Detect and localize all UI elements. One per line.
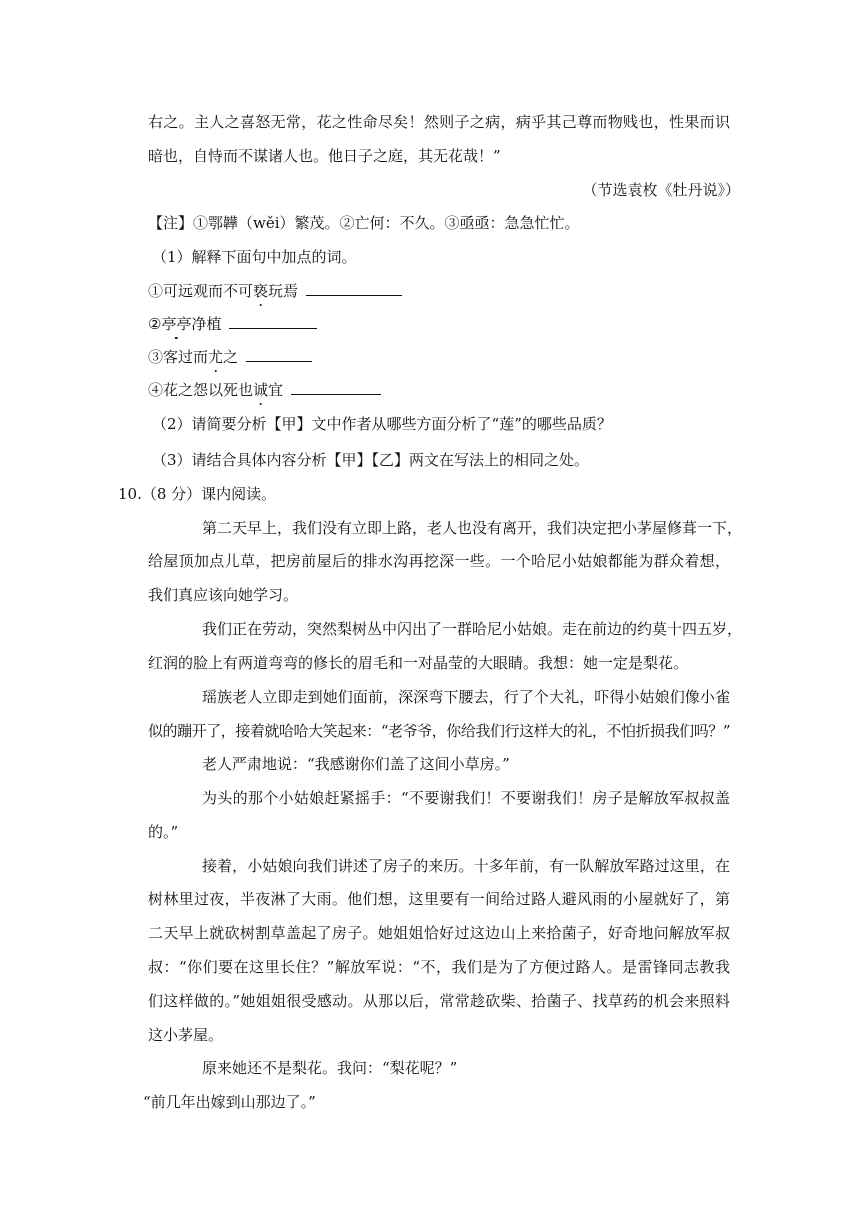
reading-text-line: 老人严肃地说：“我感谢你们盖了这间小草房。” <box>202 755 510 773</box>
reading-text-line: 为头的那个小姑娘赶紧摇手：“不要谢我们！不要谢我们！房子是解放军叔叔盖 <box>202 789 730 807</box>
reading-text-line: 似的蹦开了，接着就哈哈大笑起来：“老爷爷，你给我们行这样大的礼，不怕折损我们吗？” <box>148 722 730 740</box>
vocab-item-2 <box>148 314 317 334</box>
reading-text-line: 原来她还不是梨花。我问：“梨花呢？” <box>202 1059 458 1077</box>
reading-text-line: 给屋顶加点儿草，把房前屋后的排水沟再挖深一些。一个哈尼小姑娘都能为群众着想， <box>148 552 730 570</box>
answer-blank[interactable] <box>306 281 402 296</box>
dotted-word: 诚 <box>253 381 269 399</box>
passage-text-line: 右之。主人之喜怒无常，花之性命尽矣！然则子之病，病乎其己尊而物贱也，性果而识 <box>148 113 730 131</box>
reading-text-line: 我们真应该向她学习。 <box>148 586 299 604</box>
reading-text-line: 瑶族老人立即走到她们面前，深深弯下腰去，行了个大礼，吓得小姑娘们像小雀 <box>202 688 730 706</box>
vocab-item-text: 宜 <box>268 381 284 399</box>
answer-blank[interactable] <box>229 314 317 329</box>
question-10-header: 10.（8 分）课内阅读。 <box>118 485 277 503</box>
vocab-item-text: ③客过而 <box>148 348 209 366</box>
dotted-word: 亵 <box>253 282 269 300</box>
vocab-item-text: 净植 <box>191 315 222 333</box>
reading-text-line: 叔：“你们要在这里长住？”解放军说：“不，我们是为了方便过路人。是雷锋同志教我 <box>148 958 730 976</box>
subquestion-1: （1）解释下面句中加点的词。 <box>152 248 357 266</box>
vocab-item-text: ④花之怨以死也 <box>148 381 254 399</box>
vocab-item-text: ①可远观而不可 <box>148 282 254 300</box>
vocab-item-3 <box>148 347 312 367</box>
vocab-item-text: 之 <box>223 348 239 366</box>
subquestion-2: （2）请简要分析【甲】文中作者从哪些方面分析了“莲”的哪些品质？ <box>152 415 612 433</box>
passage-source: （节选袁枚《牡丹说》） <box>582 181 740 199</box>
reading-text-line: “前几年出嫁到山那边了。” <box>143 1093 316 1111</box>
reading-text-line: 这小茅屋。 <box>148 1026 224 1044</box>
passage-text-line: 暗也，自恃而不谋诸人也。他日子之庭，其无花哉！” <box>148 147 501 165</box>
reading-text-line: 树林里过夜，半夜淋了大雨。他们想，这里要有一间给过路人避风雨的小屋就好了，第 <box>148 890 730 908</box>
annotation-note: 【注】①鄂韡（wěi）繁茂。②亡何：不久。③亟亟：急急忙忙。 <box>148 214 580 232</box>
reading-text-line: 们这样做的。”她姐姐很受感动。从那以后，常常趁砍柴、拾菌子、找草药的机会来照料 <box>148 992 730 1010</box>
vocab-item-text: ② <box>148 315 162 333</box>
vocab-item-1 <box>148 281 402 301</box>
answer-blank[interactable] <box>246 347 312 362</box>
reading-text-line: 二天早上就砍树割草盖起了房子。她姐姐恰好过这边山上来拾菌子，好奇地问解放军叔 <box>148 924 730 942</box>
vocab-item-4 <box>148 380 381 400</box>
reading-text-line: 接着，小姑娘向我们讲述了房子的来历。十多年前，有一队解放军路过这里，在 <box>202 857 730 875</box>
dotted-word: 亭亭 <box>161 315 192 333</box>
subquestion-3: （3）请结合具体内容分析【甲】【乙】两文在写法上的相同之处。 <box>152 451 590 469</box>
reading-text-line: 我们正在劳动，突然梨树丛中闪出了一群哈尼小姑娘。走在前边的约莫十四五岁， <box>202 620 743 638</box>
reading-text-line: 的。” <box>148 823 179 841</box>
answer-blank[interactable] <box>291 380 381 395</box>
reading-text-line: 第二天早上，我们没有立即上路，老人也没有离开，我们决定把小茅屋修葺一下， <box>202 519 743 537</box>
vocab-item-text: 玩焉 <box>268 282 299 300</box>
dotted-word: 尤 <box>208 348 224 366</box>
reading-text-line: 红润的脸上有两道弯弯的修长的眉毛和一对晶莹的大眼睛。我想：她一定是梨花。 <box>148 654 689 672</box>
